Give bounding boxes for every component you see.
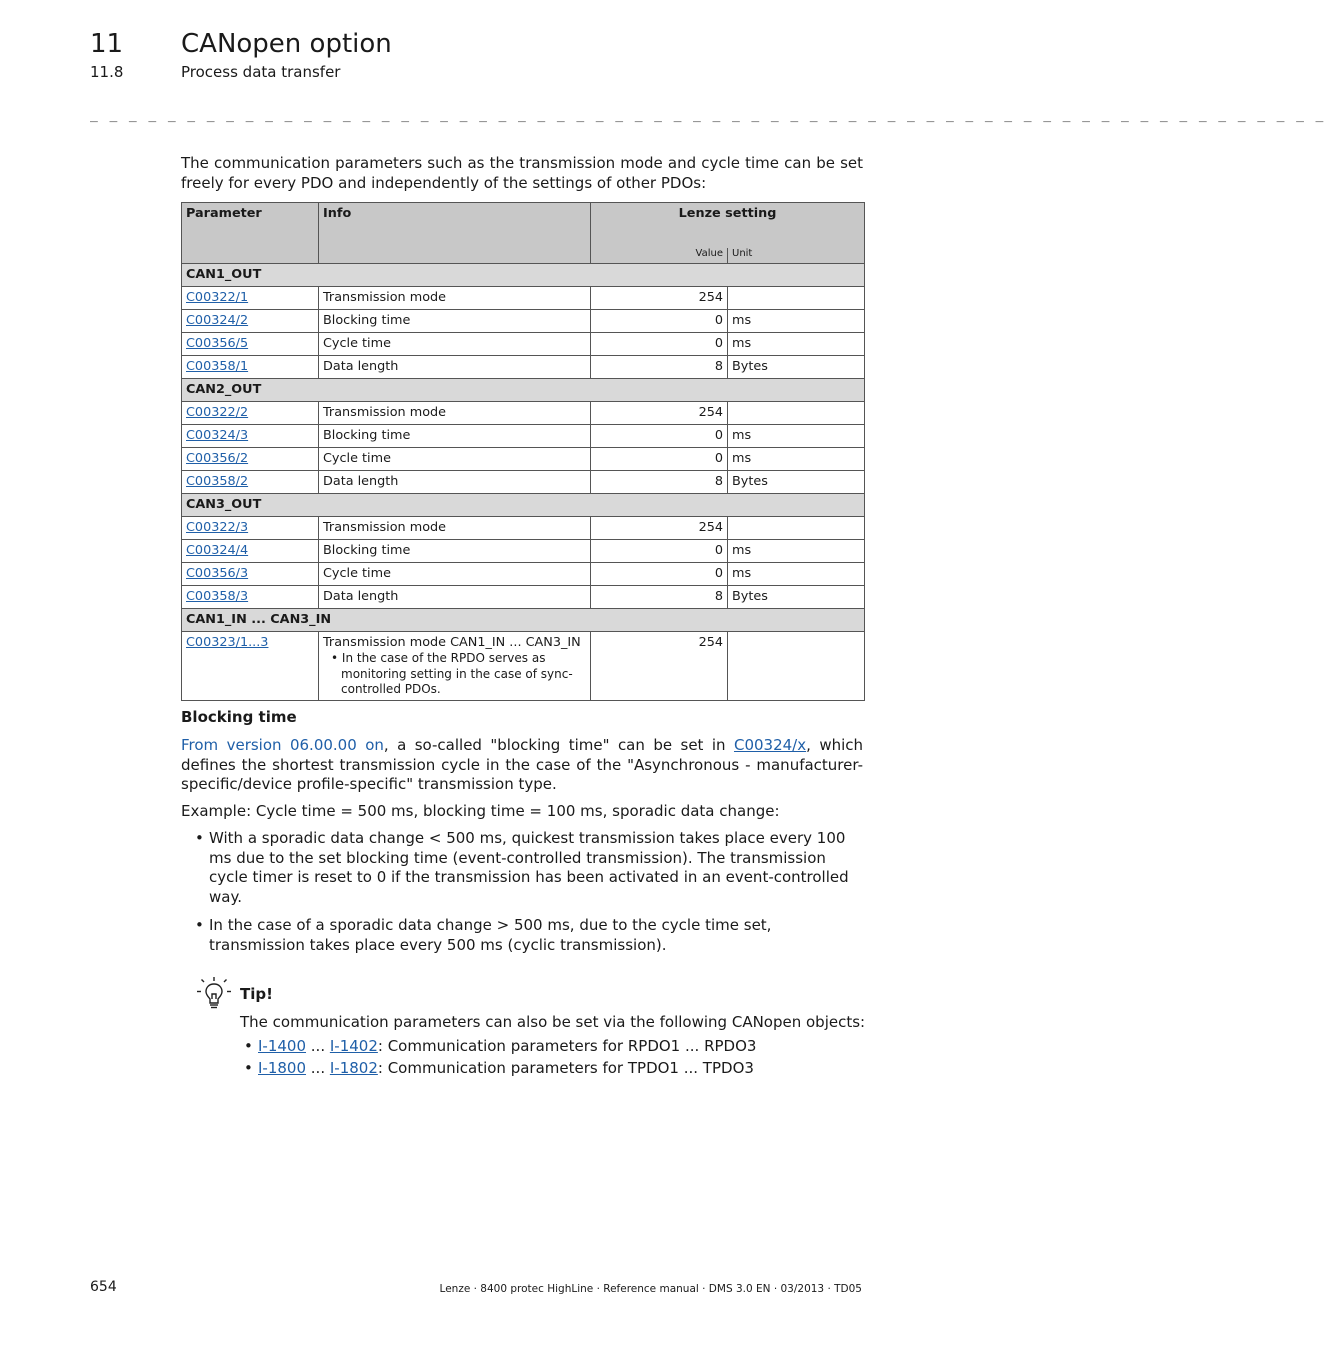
tip-title: Tip!: [240, 985, 273, 1003]
param-link[interactable]: C00324/3: [186, 428, 249, 443]
unit-cell: ms: [728, 448, 865, 471]
header-unit: Unit: [728, 248, 865, 264]
table-row: [182, 517, 865, 540]
info-cell: Cycle time: [319, 563, 591, 586]
value-cell: 0: [591, 425, 728, 448]
value-cell: 8: [591, 586, 728, 609]
list-item: [240, 1035, 756, 1057]
table-row: [182, 402, 865, 425]
group-can1-out: CAN1_OUT: [182, 264, 865, 287]
section-title: Process data transfer: [181, 63, 341, 81]
list-item: • With a sporadic data change < 500 ms, quickest transmission takes place every 100 ms due to the set blocking time (event-controlled transmission). The transmission cycle timer is reset to 0 if the transmission has been activated in an event-controlled way.: [181, 829, 863, 907]
param-link[interactable]: C00322/1: [186, 290, 249, 305]
unit-cell: Bytes: [728, 471, 865, 494]
object-link[interactable]: I-1402: [329, 1037, 378, 1055]
info-cell: Transmission mode: [319, 287, 591, 310]
blocking-paragraph: [181, 736, 863, 795]
section-number: 11.8: [90, 63, 124, 81]
table-row: [182, 448, 865, 471]
info-bullet: • In the case of the RPDO serves as monitoring setting in the case of sync-controlled PDOs.: [331, 651, 573, 696]
info-cell: Data length: [319, 471, 591, 494]
table-row: [182, 287, 865, 310]
param-link[interactable]: C00356/5: [186, 336, 249, 351]
param-link[interactable]: C00322/2: [186, 405, 249, 420]
group-can-in: CAN1_IN ... CAN3_IN: [182, 609, 865, 632]
unit-cell: Bytes: [728, 356, 865, 379]
unit-cell: [728, 517, 865, 540]
param-link[interactable]: C00356/3: [186, 566, 249, 581]
header-rule: _ _ _ _ _ _ _ _ _ _ _ _ _ _ _ _ _ _ _ _ _ _ _ _ _ _ _ _ _ _ _ _ _ _ _ _ _ _ _ _ _ _ _ _ _ _ _ _ _ _ _ _ _ _ _ _ _ _ _ _ _ _ _ _: [90, 108, 1325, 123]
blocking-text-mid: , a so-called "blocking time" can be set in: [383, 736, 734, 754]
info-cell: Blocking time: [319, 540, 591, 563]
info-cell: Data length: [319, 356, 591, 379]
c00324-link[interactable]: C00324/x: [733, 736, 807, 754]
table-row: [182, 310, 865, 333]
unit-cell: ms: [728, 333, 865, 356]
unit-cell: ms: [728, 425, 865, 448]
tip-list: [240, 1035, 756, 1079]
table-row: [182, 540, 865, 563]
table-row: [182, 632, 865, 701]
table-row: [182, 563, 865, 586]
info-cell: [319, 632, 591, 701]
header-lenze-setting: Lenze setting: [591, 203, 865, 249]
value-cell: 0: [591, 333, 728, 356]
info-cell: Cycle time: [319, 333, 591, 356]
param-link[interactable]: C00358/2: [186, 474, 249, 489]
blocking-time-heading: Blocking time: [181, 708, 297, 726]
separator: ...: [306, 1037, 330, 1055]
info-cell: Transmission mode: [319, 402, 591, 425]
blocking-text-end: , which defines the shortest transmission cycle in the case of the "Asynchronous - manufacturer-specific/device profile-specific" transmission type.: [181, 736, 864, 793]
table-row: [182, 586, 865, 609]
footer-reference: Lenze · 8400 protec HighLine · Reference manual · DMS 3.0 EN · 03/2013 · TD05: [439, 1283, 862, 1295]
group-can3-out: CAN3_OUT: [182, 494, 865, 517]
group-can2-out: CAN2_OUT: [182, 379, 865, 402]
object-link[interactable]: I-1800: [258, 1059, 307, 1077]
table-row: [182, 356, 865, 379]
value-cell: 0: [591, 310, 728, 333]
list-item: [240, 1057, 756, 1079]
unit-cell: ms: [728, 310, 865, 333]
separator: ...: [306, 1059, 330, 1077]
intro-paragraph: The communication parameters such as the transmission mode and cycle time can be set freely for every PDO and independently of the settings of other PDOs:: [181, 154, 863, 192]
header-value: Value: [591, 248, 728, 264]
value-cell: 254: [591, 632, 728, 701]
tip-text: The communication parameters can also be set via the following CANopen objects:: [240, 1013, 866, 1031]
header-info: Info: [319, 203, 591, 264]
param-link[interactable]: C00356/2: [186, 451, 249, 466]
info-cell: Cycle time: [319, 448, 591, 471]
value-cell: 254: [591, 402, 728, 425]
value-cell: 254: [591, 287, 728, 310]
unit-cell: [728, 402, 865, 425]
object-link[interactable]: I-1802: [329, 1059, 378, 1077]
info-cell: Transmission mode: [319, 517, 591, 540]
header-parameter: Parameter: [182, 203, 319, 264]
unit-cell: [728, 287, 865, 310]
page-number: 654: [90, 1279, 117, 1295]
unit-cell: ms: [728, 540, 865, 563]
list-item: • In the case of a sporadic data change > 500 ms, due to the cycle time set, transmission takes place every 500 ms (cyclic transmission).: [181, 916, 863, 955]
value-cell: 0: [591, 448, 728, 471]
value-cell: 8: [591, 356, 728, 379]
param-link[interactable]: C00324/2: [186, 313, 249, 328]
value-cell: 0: [591, 540, 728, 563]
table-row: [182, 333, 865, 356]
param-link[interactable]: C00324/4: [186, 543, 249, 558]
table-row: [182, 471, 865, 494]
param-link[interactable]: C00322/3: [186, 520, 249, 535]
lightbulb-icon: [196, 976, 232, 1012]
info-cell: Blocking time: [319, 425, 591, 448]
version-link[interactable]: From version 06.00.00 on: [181, 736, 384, 754]
chapter-number: 11: [90, 29, 124, 59]
unit-cell: Bytes: [728, 586, 865, 609]
info-cell: Data length: [319, 586, 591, 609]
param-link[interactable]: C00358/1: [186, 359, 249, 374]
info-cell: Blocking time: [319, 310, 591, 333]
value-cell: 0: [591, 563, 728, 586]
table-row: [182, 425, 865, 448]
object-link[interactable]: I-1400: [258, 1037, 307, 1055]
parameter-table: [181, 202, 865, 701]
example-paragraph: Example: Cycle time = 500 ms, blocking time = 100 ms, sporadic data change:: [181, 802, 780, 820]
unit-cell: [728, 632, 865, 701]
unit-cell: ms: [728, 563, 865, 586]
tip-item-text: : Communication parameters for TPDO1 ... TPDO3: [377, 1059, 754, 1077]
value-cell: 8: [591, 471, 728, 494]
info-text: Transmission mode CAN1_IN ... CAN3_IN: [323, 635, 581, 650]
value-cell: 254: [591, 517, 728, 540]
info-bullet-text: In the case of the RPDO serves as monitoring setting in the case of sync-controlled PDOs.: [341, 651, 573, 696]
tip-item-text: : Communication parameters for RPDO1 ... RPDO3: [377, 1037, 757, 1055]
chapter-title: CANopen option: [181, 29, 392, 59]
param-link[interactable]: C00323/1...3: [186, 635, 269, 650]
blocking-bullets: [181, 829, 863, 964]
param-link[interactable]: C00358/3: [186, 589, 249, 604]
